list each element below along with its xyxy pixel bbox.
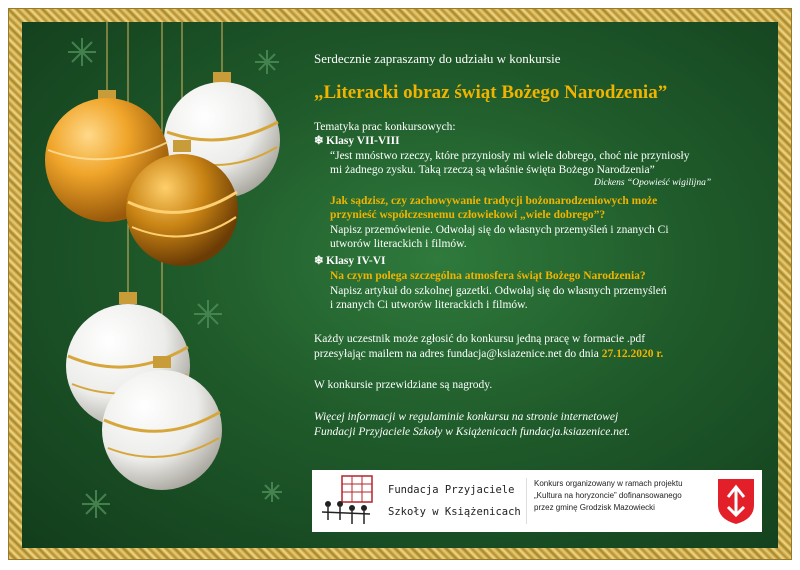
project-line-2: „Kultura na horyzoncie” dofinansowanego bbox=[534, 491, 682, 500]
task-2-line-2: i znanych Ci utworów literackich i filmów. bbox=[330, 299, 528, 311]
question-2: Na czym polega szczególna atmosfera świąt Bożego Narodzenia? bbox=[330, 270, 646, 282]
heading-text: Klasy IV-VI bbox=[326, 255, 386, 267]
heading-text: Klasy VII-VIII bbox=[326, 135, 400, 147]
quote-line-2: mi żadnego zysku. Taką rzeczą są właśnie święta Bożego Narodzenia” bbox=[330, 164, 655, 176]
contest-title: „Literacki obraz świąt Bożego Narodzenia” bbox=[314, 82, 668, 103]
submission-text: przesyłając mailem na adres fundacja@ksiazenice.net do dnia bbox=[314, 348, 599, 360]
submission-line-2 bbox=[314, 347, 663, 362]
submission-line-1: Każdy uczestnik może zgłosić do konkursu jedną pracę w formacie .pdf bbox=[314, 333, 646, 345]
christmas-baubles-illustration bbox=[22, 22, 322, 548]
foundation-name-line-1: Fundacja Przyjaciele bbox=[388, 484, 515, 496]
task-1-line-1: Napisz przemówienie. Odwołaj się do własnych przemyśleń i znanych Ci bbox=[330, 224, 669, 236]
grodzisk-coat-of-arms-icon bbox=[716, 477, 756, 525]
prizes-line: W konkursie przewidziane są nagrody. bbox=[314, 379, 493, 391]
sponsor-band bbox=[312, 470, 762, 532]
topics-label: Tematyka prac konkursowych: bbox=[314, 121, 456, 133]
quote-line-1: “Jest mnóstwo rzeczy, które przyniosły mi wiele dobrego, choć nie przyniosły bbox=[330, 150, 690, 162]
group-heading-vii-viii bbox=[314, 134, 400, 149]
quote-source: Dickens “Opowieść wigilijna” bbox=[594, 178, 712, 188]
group-heading-iv-vi bbox=[314, 254, 386, 269]
deadline-date: 27.12.2020 r. bbox=[601, 348, 664, 360]
more-info-line-1: Więcej informacji w regulaminie konkursu na stronie internetowej bbox=[314, 411, 619, 423]
foundation-name-line-2: Szkoły w Książenicach bbox=[388, 506, 521, 518]
separator bbox=[526, 478, 527, 524]
more-info-line-2: Fundacji Przyjaciele Szkoły w Książenicach fundacja.ksiazenice.net. bbox=[314, 426, 631, 438]
task-1-line-2: utworów literackich i filmów. bbox=[330, 238, 467, 250]
question-1-line-2: przynieść współczesnemu człowiekowi „wiele dobrego”? bbox=[330, 209, 606, 221]
invitation-line: Serdecznie zapraszamy do udziału w konkursie bbox=[314, 51, 561, 66]
foundation-logo bbox=[318, 474, 378, 528]
project-line-1: Konkurs organizowany w ramach projektu bbox=[534, 479, 683, 488]
question-1-line-1: Jak sądzisz, czy zachowywanie tradycji bożonarodzeniowych może bbox=[330, 195, 658, 207]
snowflake-icon: ❄ bbox=[314, 255, 324, 267]
project-line-3: przez gminę Grodzisk Mazowiecki bbox=[534, 503, 655, 512]
snowflake-icon: ❄ bbox=[314, 135, 324, 147]
task-2-line-1: Napisz artykuł do szkolnej gazetki. Odwołaj się do własnych przemyśleń bbox=[330, 285, 667, 297]
